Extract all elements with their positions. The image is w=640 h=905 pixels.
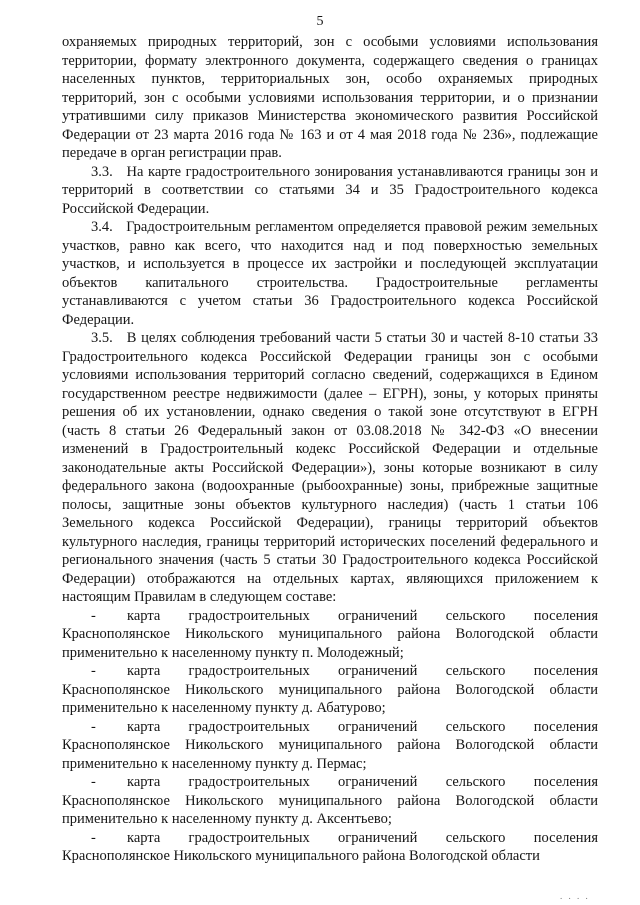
list-item-text: карта градостроительных ограничений сельского поселения Краснополянское Никольского муниципального района Вологодской области — [62, 829, 598, 864]
list-item-text: карта градостроительных ограничений сельского поселения Краснополянское Никольского муниципального района Вологодской области применительно к населенному пункту п. Молодежный; — [62, 607, 598, 661]
list-dash: - — [91, 607, 96, 624]
list-item — [62, 773, 598, 829]
scan-footer-mark: . . . . — [560, 891, 590, 901]
list-dash: - — [91, 718, 96, 735]
list-item — [62, 829, 598, 866]
list-item — [62, 718, 598, 774]
map-list — [62, 607, 598, 866]
document-body — [62, 33, 598, 866]
list-item-text: карта градостроительных ограничений сельского поселения Краснополянское Никольского муниципального района Вологодской области применительно к населенному пункту д. Абатурово; — [62, 663, 598, 716]
list-item-text: карта градостроительных ограничений сельского поселения Краснополянское Никольского муниципального района Вологодской области применительно к населенному пункту д. Аксентьево; — [62, 774, 598, 827]
list-dash: - — [91, 774, 96, 790]
list-dash: - — [91, 829, 96, 846]
paragraph-3-5: 3.5. В целях соблюдения требований части 5 статьи 30 и частей 8-10 статьи 33 Градостроительного кодекса Российской Федерации границы зон с особыми условиями использования территорий согласно сведений, содержащихся в Едином государственном реестре недвижимости (далее – ЕГРН), зоны, у которых приняты решения об их установлении, однако сведения о такой зоне отсутствуют в ЕГРН (часть 8 статьи 26 Федеральный закон от 03.08.2018 № 342-ФЗ «О внесении изменений в Градостроительный кодекс Российской Федерации и отдельные законодательные акты Российской Федерации»), зоны которые возникают в силу федерального закона (водоохранные (рыбоохранные) зоны, прибрежные защитные полосы, защитные зоны объектов культурного наследия) (часть 1 статьи 106 Земельного кодекса Российской Федерации), границы территорий объектов культурного наследия, границы территорий исторических поселений федерального и регионального значения (часть 5 статьи 30 Градостроительного кодекса Российской Федерации) отображаются на отдельных картах, являющихся приложением к настоящим Правилам в следующем составе: — [62, 330, 598, 605]
paragraph-continued: охраняемых природных территорий, зон с особыми условиями использования территории, формату электронного документа, содержащего сведения о границах населенных пунктов, территориальных зон, особо охраняемых природных территорий, зон с особыми условиями использования территории, и о признании утратившими силу приказов Министерства экономического развития Российской Федерации от 23 марта 2016 года № 163 и от 4 мая 2018 года № 236», подлежащие передаче в орган регистрации прав. — [62, 34, 598, 161]
paragraph-3-3: 3.3. На карте градостроительного зонирования устанавливаются границы зон и территорий в соответствии со статьями 34 и 35 Градостроительного кодекса Российской Федерации. — [62, 163, 598, 217]
list-item — [62, 607, 598, 663]
list-item-text: карта градостроительных ограничений сельского поселения Краснополянское Никольского муниципального района Вологодской области применительно к населенному пункту д. Пермас; — [62, 718, 598, 772]
paragraph-3-4: 3.4. Градостроительным регламентом определяется правовой режим земельных участков, равно как всего, что находится над и под поверхностью земельных участков, и используется в процессе их застройки и последующей эксплуатации объектов капитального строительства. Градостроительные регламенты устанавливаются с учетом статьи 36 Градостроительного кодекса Российской Федерации. — [62, 219, 598, 328]
list-item — [62, 662, 598, 718]
list-dash: - — [91, 663, 96, 679]
page-number: 5 — [316, 14, 324, 29]
